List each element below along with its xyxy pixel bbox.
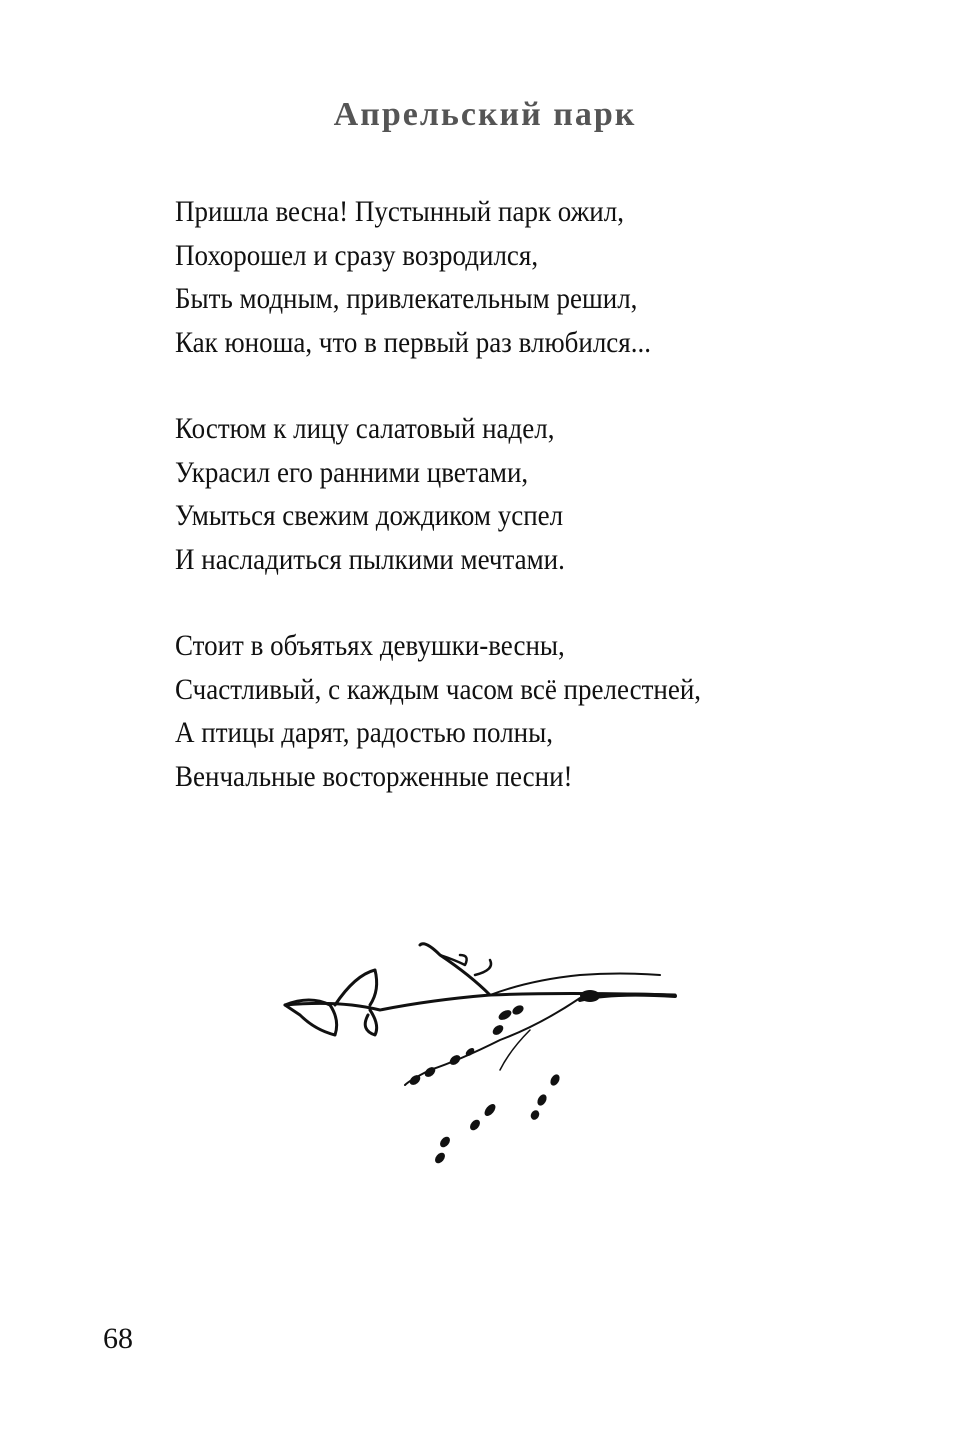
poem-body — [175, 190, 760, 841]
poem-line: Пришла весна! Пустынный парк ожил, — [175, 195, 624, 228]
page-number: 68 — [103, 1322, 133, 1355]
poem-line: Как юноша, что в первый раз влюбился... — [175, 325, 651, 359]
branch-illustration — [280, 930, 680, 1180]
poem-line: Украсил его ранними цветами, — [175, 455, 529, 489]
stanza-3 — [175, 624, 760, 798]
poem-line: Похорошел и сразу возродился, — [175, 238, 539, 272]
poem-line: Умыться свежим дождиком успел — [175, 499, 564, 532]
poem-title: Апрельский парк — [333, 96, 637, 133]
poem-line: Счастливый, с каждым часом всё прелестней, — [175, 672, 702, 706]
stanza-2 — [175, 407, 760, 581]
stanza-1 — [175, 190, 760, 364]
poem-line: Быть модным, привлекательным решил, — [175, 282, 638, 315]
poem-line: И насладиться пылкими мечтами. — [175, 542, 565, 576]
poem-line: Костюм к лицу салатовый надел, — [175, 412, 555, 445]
poem-line: Стоит в объятьях девушки-весны, — [175, 629, 565, 662]
poem-line: Венчальные восторженные песни! — [175, 759, 573, 793]
poem-line: А птицы дарят, радостью полны, — [175, 716, 554, 749]
